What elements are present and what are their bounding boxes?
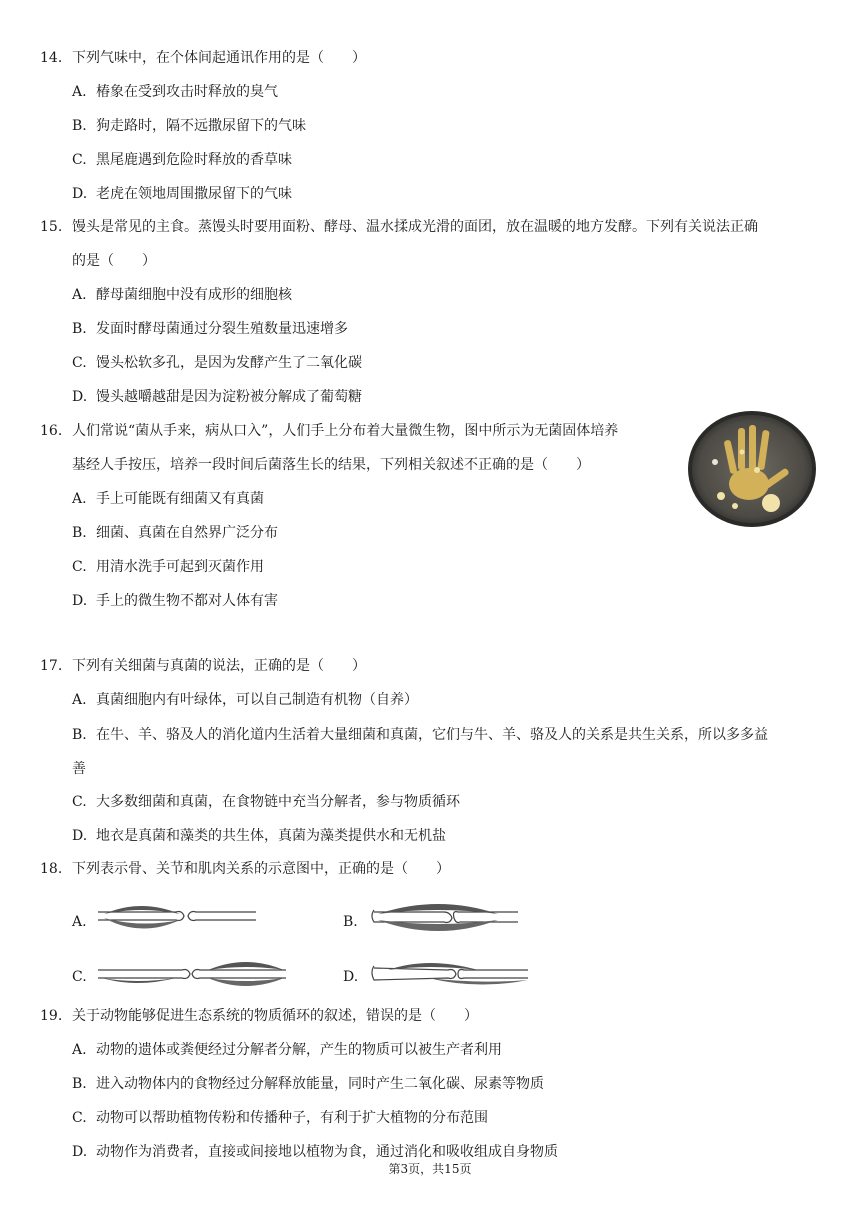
option-text: 手上的微生物不都对人体有害: [96, 593, 278, 609]
option-continuation: 善: [72, 761, 86, 777]
diagram-label-d: D.: [343, 969, 359, 985]
option-text: 大多数细菌和真菌，在食物链中充当分解者，参与物质循环: [96, 794, 460, 810]
option-text: 进入动物体内的食物经过分解释放能量，同时产生二氧化碳、尿素等物质: [96, 1076, 544, 1092]
question-number: 14.: [40, 50, 63, 66]
option: [72, 826, 446, 846]
option-text: 狗走路时，隔不远撒尿留下的气味: [96, 118, 306, 134]
question-stem: 下列表示骨、关节和肌肉关系的示意图中，正确的是（ ）: [72, 861, 450, 877]
option: [72, 1108, 488, 1128]
option-letter: C.: [72, 355, 87, 371]
option: [72, 591, 278, 611]
option-letter: C.: [72, 152, 87, 168]
option-letter: A.: [72, 491, 87, 507]
option-letter: B.: [72, 118, 87, 134]
diagram-label-a: A.: [72, 914, 87, 930]
option-text: 用清水洗手可起到灭菌作用: [96, 559, 264, 575]
option-text: 动物作为消费者，直接或间接地以植物为食，通过消化和吸收组成自身物质: [96, 1144, 558, 1160]
question-number: 18.: [40, 861, 63, 877]
diagram-label-b: B.: [343, 914, 358, 930]
question-stem: 下列气味中，在个体间起通讯作用的是（ ）: [72, 50, 366, 66]
question-number: 16.: [40, 423, 63, 439]
option: [72, 557, 264, 577]
option-text: 在牛、羊、骆及人的消化道内生活着大量细菌和真菌，它们与牛、羊、骆及人的关系是共生关系，所以多多益: [96, 727, 768, 743]
bone-joint-muscle-diagram-a: [96, 898, 258, 942]
option: [72, 116, 306, 136]
bone-joint-muscle-diagram-b: [368, 898, 522, 942]
option-letter: C.: [72, 794, 87, 810]
question-number: 19.: [40, 1008, 63, 1024]
question-stem: 下列有关细菌与真菌的说法，正确的是（ ）: [72, 658, 366, 674]
option: [72, 489, 264, 509]
option: [72, 1074, 544, 1094]
option-letter: A.: [72, 1042, 87, 1058]
question-number: 15.: [40, 219, 63, 235]
option-letter: D.: [72, 593, 88, 609]
question-stem: 馒头是常见的主食。蒸馒头时要用面粉、酵母、温水揉成光滑的面团，放在温暖的地方发酵。下列有关说法正确: [72, 219, 758, 235]
option-letter: C.: [72, 559, 87, 575]
option-letter: A.: [72, 287, 87, 303]
option: [72, 353, 362, 373]
option: [72, 387, 362, 407]
option-text: 地衣是真菌和藻类的共生体，真菌为藻类提供水和无机盐: [96, 828, 446, 844]
option-text: 酵母菌细胞中没有成形的细胞核: [96, 287, 292, 303]
bone-joint-muscle-diagram-c: [96, 954, 290, 994]
option-text: 发面时酵母菌通过分裂生殖数量迅速增多: [96, 321, 348, 337]
option: [72, 690, 418, 710]
option-letter: B.: [72, 727, 87, 743]
option-text: 馒头越嚼越甜是因为淀粉被分解成了葡萄糖: [96, 389, 362, 405]
option-letter: D.: [72, 828, 88, 844]
page-footer: 第3页，共15页: [388, 1162, 472, 1176]
option-text: 动物可以帮助植物传粉和传播种子，有利于扩大植物的分布范围: [96, 1110, 488, 1126]
option: [72, 150, 292, 170]
option: [72, 792, 460, 812]
option-letter: A.: [72, 84, 87, 100]
option-letter: B.: [72, 525, 87, 541]
option: [72, 319, 348, 339]
question-stem-continuation: 的是（ ）: [72, 253, 156, 269]
option-letter: D.: [72, 389, 88, 405]
option: [72, 523, 278, 543]
option-letter: B.: [72, 1076, 87, 1092]
option: [72, 725, 768, 745]
option-letter: B.: [72, 321, 87, 337]
option-text: 真菌细胞内有叶绿体，可以自己制造有机物（自养）: [96, 692, 418, 708]
bone-joint-muscle-diagram-d: [368, 954, 532, 994]
option-text: 细菌、真菌在自然界广泛分布: [96, 525, 278, 541]
option-letter: D.: [72, 186, 88, 202]
question-number: 17.: [40, 658, 63, 674]
option-text: 动物的遗体或粪便经过分解者分解，产生的物质可以被生产者利用: [96, 1042, 502, 1058]
option-text: 老虎在领地周围撒尿留下的气味: [96, 186, 292, 202]
option-letter: C.: [72, 1110, 87, 1126]
option-letter: D.: [72, 1144, 88, 1160]
option-letter: A.: [72, 692, 87, 708]
question-stem: 关于动物能够促进生态系统的物质循环的叙述，错误的是（ ）: [72, 1008, 478, 1024]
option: [72, 285, 292, 305]
option-text: 椿象在受到攻击时释放的臭气: [96, 84, 278, 100]
option-text: 馒头松软多孔，是因为发酵产生了二氧化碳: [96, 355, 362, 371]
diagram-label-c: C.: [72, 969, 87, 985]
option-text: 黑尾鹿遇到危险时释放的香草味: [96, 152, 292, 168]
option: [72, 1040, 502, 1060]
option: [72, 1142, 558, 1162]
option: [72, 184, 292, 204]
question-stem-continuation: 基经人手按压，培养一段时间后菌落生长的结果，下列相关叙述不正确的是（ ）: [72, 457, 590, 473]
petri-dish-handprint-image: [687, 410, 817, 528]
option-text: 手上可能既有细菌又有真菌: [96, 491, 264, 507]
question-stem: 人们常说“菌从手来，病从口入”，人们手上分布着大量微生物，图中所示为无菌固体培养: [72, 423, 619, 439]
option: [72, 82, 278, 102]
